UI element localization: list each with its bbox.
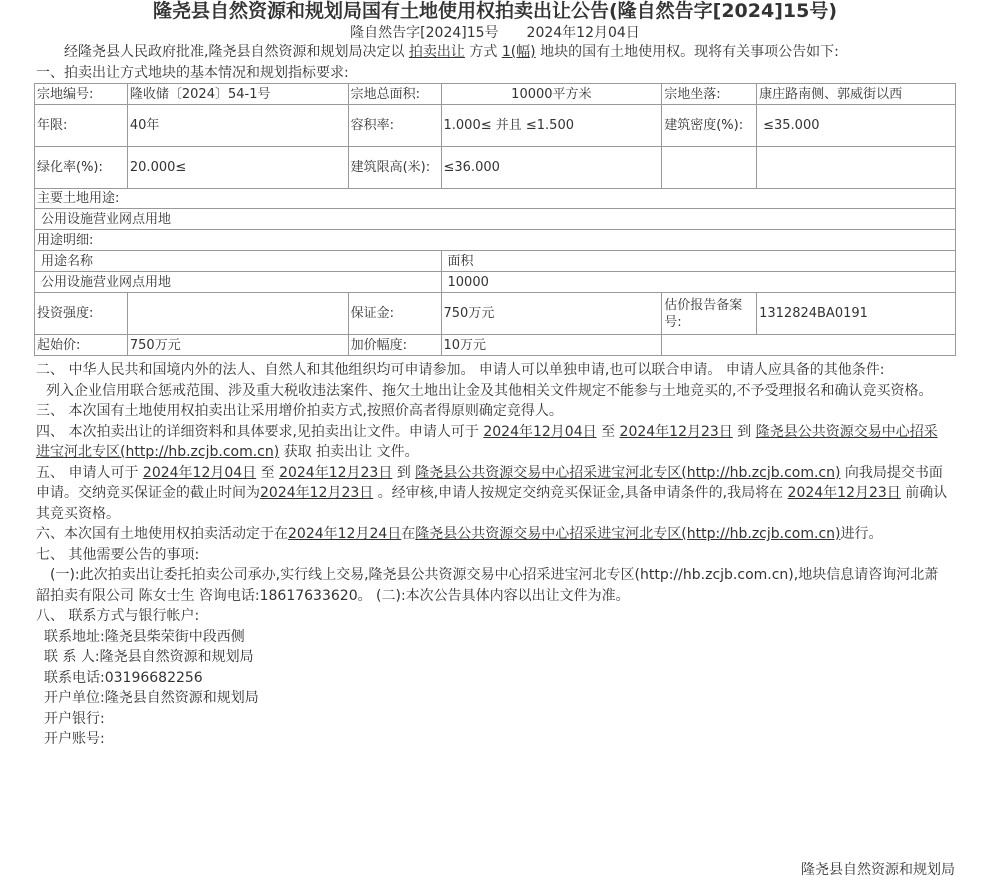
location-value: 康庄路南侧、郭威街以西 bbox=[757, 84, 956, 105]
contact-row: 开户银行: bbox=[44, 710, 105, 727]
table-row bbox=[35, 272, 956, 293]
intro-method: 拍卖出让 bbox=[408, 44, 465, 60]
appraisal-label: 估价报告备案号: bbox=[662, 293, 757, 335]
height-value: ≤36.000 bbox=[441, 147, 662, 189]
announcement-title: 隆尧县自然资源和规划局国有土地使用权拍卖出让公告(隆自然告字[2024]15号) bbox=[152, 0, 838, 22]
density-value: ≤35.000 bbox=[757, 105, 956, 147]
s5-place-link[interactable]: 隆尧县公共资源交易中心招采进宝河北专区(http://hb.zcjb.com.cn) bbox=[415, 464, 841, 481]
far-label: 容积率: bbox=[348, 105, 441, 147]
height-label: 建筑限高(米): bbox=[348, 147, 441, 189]
deposit-label: 保证金: bbox=[348, 293, 441, 335]
contact-row: 联 系 人:隆尧县自然资源和规划局 bbox=[44, 649, 254, 665]
section-6: 六、本次国有土地使用权拍卖活动定于在2024年12月24日在隆尧县公共资源交易中心招采进宝河北专区(http://hb.zcjb.com.cn)进行。 bbox=[36, 526, 883, 542]
green-label: 绿化率(%): bbox=[35, 147, 128, 189]
section-3: 三、 本次国有土地使用权拍卖出让采用增价拍卖方式,按照价高者得原则确定竞得人。 bbox=[36, 403, 563, 419]
table-row bbox=[35, 209, 956, 230]
section-2: 二、 中华人民共和国境内外的法人、自然人和其他组织均可申请参加。 申请人可以单独申请,也可以联合申请。 申请人应具备的其他条件: bbox=[36, 362, 885, 378]
intro-paragraph: 经隆尧县人民政府批准,隆尧县自然资源和规划局决定以 拍卖出让 方式 1(幅) 地块的国有土地使用权。现将有关事项公告如下: bbox=[64, 44, 839, 60]
contact-list bbox=[36, 627, 950, 750]
section-1-title: 一、拍卖出让方式地块的基本情况和规划指标要求: bbox=[36, 64, 349, 81]
section-7-text: (一):此次拍卖出让委托拍卖公司承办,实行线上交易,隆尧县公共资源交易中心招采进宝河北专区(http://hb.zcjb.com.cn),地块信息请咨询河北萧韶拍卖有限公司 陈女士生 咨询电话:18617633620。 (二):本次公告具体内容以出让文件为准。 bbox=[36, 567, 939, 604]
s5-end-date: 2024年12月23日 bbox=[279, 464, 393, 481]
table-row bbox=[35, 230, 956, 251]
increment-value: 10万元 bbox=[441, 335, 662, 356]
table-row bbox=[35, 251, 956, 272]
main-use-value: 公用设施营业网点用地 bbox=[35, 209, 956, 230]
s6-place-link[interactable]: 隆尧县公共资源交易中心招采进宝河北专区(http://hb.zcjb.com.cn) bbox=[415, 526, 841, 542]
table-row bbox=[35, 189, 956, 209]
section-8-title: 八、 联系方式与银行帐户: bbox=[36, 608, 200, 624]
far-value: 1.000≤ 并且 ≤1.500 bbox=[441, 105, 662, 147]
s4-start-date: 2024年12月04日 bbox=[483, 423, 597, 440]
s6-date: 2024年12月24日 bbox=[288, 526, 402, 542]
document-number: 隆自然告字[2024]15号 bbox=[350, 25, 499, 41]
contact-row: 开户账号: bbox=[44, 731, 105, 747]
start-price-label: 起始价: bbox=[35, 335, 128, 356]
contact-row: 联系电话:03196682256 bbox=[44, 669, 203, 686]
density-label: 建筑密度(%): bbox=[662, 105, 757, 147]
document-number-line bbox=[0, 24, 990, 42]
intro-count: 1(幅) bbox=[501, 44, 536, 60]
use-name-value: 公用设施营业网点用地 bbox=[35, 272, 442, 293]
increment-label: 加价幅度: bbox=[348, 335, 441, 356]
table-row bbox=[35, 105, 956, 147]
contact-row: 开户单位:隆尧县自然资源和规划局 bbox=[44, 690, 259, 706]
contact-row: 联系地址:隆尧县柴荣街中段西侧 bbox=[44, 628, 245, 645]
s5-confirm-date: 2024年12月23日 bbox=[787, 485, 901, 501]
s5-deadline: 2024年12月23日 bbox=[260, 485, 374, 501]
table-row bbox=[35, 293, 956, 335]
use-name-header: 用途名称 bbox=[35, 251, 442, 272]
section-4: 四、 本次拍卖出让的详细资料和具体要求,见拍卖出让文件。申请人可于 2024年12月04日 至 2024年12月23日 到 隆尧县公共资源交易中心招采进宝河北专区(http://hb.zcjb.com.cn) 获取 拍卖出让 文件。 bbox=[36, 423, 938, 460]
area-label: 宗地总面积: bbox=[348, 84, 441, 105]
s4-end-date: 2024年12月23日 bbox=[619, 423, 733, 440]
use-detail-label: 用途明细: bbox=[35, 230, 956, 251]
signature: 隆尧县自然资源和规划局 bbox=[801, 862, 955, 878]
parcel-no-label: 宗地编号: bbox=[35, 84, 128, 105]
deposit-value: 750万元 bbox=[441, 293, 662, 335]
table-row bbox=[35, 84, 956, 105]
invest-label: 投资强度: bbox=[35, 293, 128, 335]
section-7-title: 七、 其他需要公告的事项: bbox=[36, 546, 200, 563]
section-2-detail: 列入企业信用联合惩戒范围、涉及重大税收违法案件、拖欠土地出让金及其他相关文件规定不能参与土地竞买的,不予受理报名和确认竞买资格。 bbox=[46, 382, 933, 399]
main-use-label: 主要土地用途: bbox=[35, 189, 956, 209]
document-date: 2024年12月04日 bbox=[526, 25, 640, 41]
s4-place-link[interactable]: 隆尧县公共资源交易中心招采进宝河北专区(http://hb.zcjb.com.cn) bbox=[36, 423, 938, 460]
section-5: 五、 申请人可于 2024年12月04日 至 2024年12月23日 到 隆尧县公共资源交易中心招采进宝河北专区(http://hb.zcjb.com.cn) 向我局提交书面申请。交纳竞买保证金的截止时间为2024年12月23日 。经审核,申请人按规定交纳竞买保证金,具备申请条件的,我局将在 2024年12月23日 前确认其竞买资格。 bbox=[36, 464, 948, 522]
green-value: 20.000≤ bbox=[127, 147, 348, 189]
parcel-no: 隆收储〔2024〕54-1号 bbox=[127, 84, 348, 105]
area-value: 10000平方米 bbox=[441, 84, 662, 105]
use-area-value: 10000 bbox=[441, 272, 956, 293]
use-area-header: 面积 bbox=[441, 251, 956, 272]
s5-start-date: 2024年12月04日 bbox=[142, 464, 257, 481]
table-row bbox=[35, 335, 956, 356]
invest-value bbox=[127, 293, 348, 335]
parcel-info-table bbox=[34, 83, 956, 356]
term-label: 年限: bbox=[35, 105, 128, 147]
term-value: 40年 bbox=[127, 105, 348, 147]
location-label: 宗地坐落: bbox=[662, 84, 757, 105]
appraisal-value: 1312824BA0191 bbox=[757, 293, 956, 335]
table-row bbox=[35, 147, 956, 189]
start-price-value: 750万元 bbox=[127, 335, 348, 356]
